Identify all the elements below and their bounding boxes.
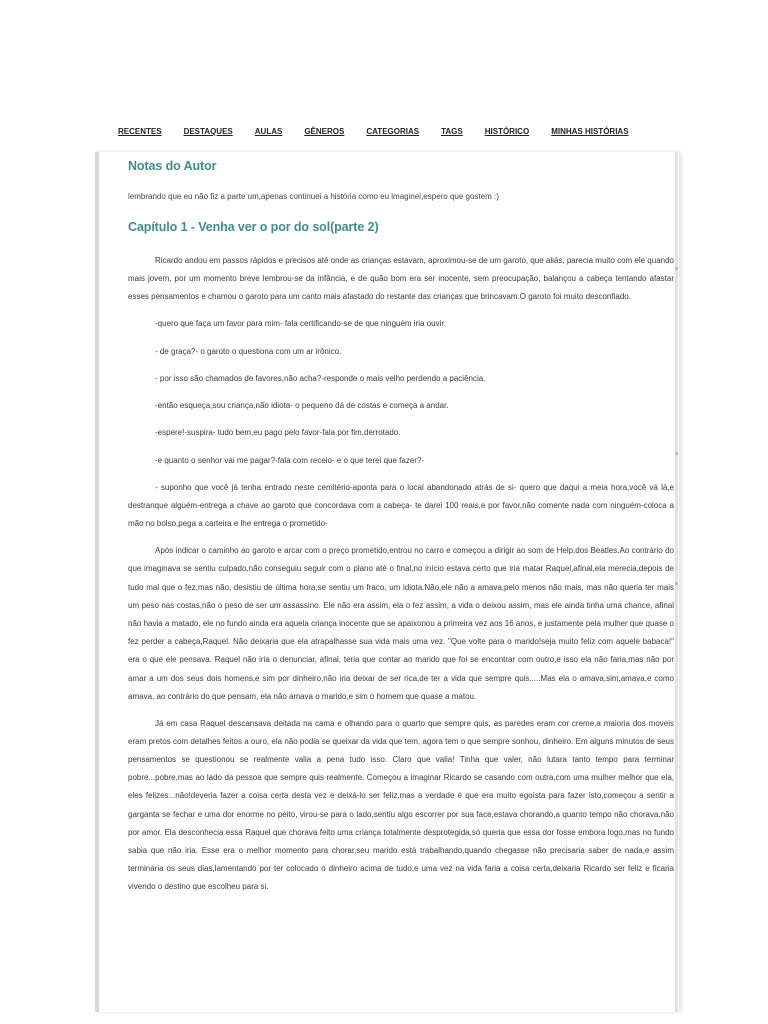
edge-mark (675, 582, 678, 585)
story-content-panel (95, 152, 679, 1012)
story-paragraph: Ricardo andou em passos rápidos e precisos até onde as crianças estavam, aproximou-se de um garoto, que aliás, parecia muito com ele quando mais jovem, por um momento breve lembrou-se da infância, e de quão bom era ser inocente, sem preocupação, balançou a cabeça tentando afastar esses pensamentos e chamou o garoto para um canto mais afastado do restante das crianças que brincavam.O garoto foi muito desconfiado. (128, 256, 674, 302)
nav-historico[interactable]: HISTÓRICO (484, 127, 530, 136)
chapter-title: Capítulo 1 - Venha ver o por do sol(parte 2) (128, 220, 379, 234)
page-edge-scrollbar[interactable] (675, 152, 678, 1012)
nav-tags[interactable]: TAGS (441, 127, 463, 136)
author-notes-text: lembrando que eu não fiz a parte um,apenas continuei a história como eu imaginei,espero que gostem :) (128, 192, 499, 201)
story-paragraph: -quero que faça um favor para mim- fala certificando-se de que ninguém iria ouvir. (155, 319, 446, 329)
edge-mark (675, 267, 678, 270)
nav-minhas-historias[interactable]: MINHAS HISTÓRIAS (551, 127, 629, 136)
story-paragraph: -espere!-suspira- tudo bem,eu pago pelo favor-fala por fim,derrotado. (155, 428, 401, 438)
nav-generos[interactable]: GÊNEROS (304, 127, 345, 136)
story-paragraph: Já em casa Raquel descansava deitada na cama e olhando para o quarto que sempre quis, as paredes eram cor creme,a maioria dos moveis eram pretos com detalhes feitos a ouro, ela não podia se queixar da vida que tem, agora tem o que sempre sonhou, dinheiro. Em alguns minutos de seus pensamentos se questionou se realmente valia a pena tudo isso. Claro que valia! Tinha que valer, não lutara tanto tempo para terminar pobre...pobre,mas ao lado da pessoa que sempre quis realmente. Começou a imaginar Ricardo se casando com outra,com uma mulher melhor que ela, eles felizes...não!deveria fazer a coisa certa desta vez e deixá-lo ser feliz,mas a verdade é que era muito egoísta para fazer isto,começou a sentir a garganta se fechar e uma dor enorme no peito, virou-se para o lado,sentiu algo escorrer por sua face,estava chorando,a quanto tempo não chorava,não por amor. Ela desconhecia essa Raquel que chorava feito uma criança totalmente desprotegida,só queria que essa dor fosse embora logo,mas no fundo sabia que não iria. Esse era o melhor momento para chorar,seu marido está trabalhando,quando chegasse não precisaria saber de nada,e assim terminaria os seus dias,lamentando por ter colocado o dinheiro acima de tudo,e uma vez na vida faria a coisa certa,deixaria Ricardo ser feliz e ficaria vivendo o destino que escolheu para si. (128, 718, 674, 892)
edge-mark (675, 452, 678, 455)
author-notes-title: Notas do Autor (128, 159, 217, 173)
chapter-body (128, 252, 674, 905)
nav-aulas[interactable]: AULAS (254, 127, 283, 136)
story-paragraph: -então esqueça,sou criança,não idiota- o pequeno dá de costas e começa a andar. (155, 401, 449, 411)
nav-recentes[interactable]: RECENTES (118, 127, 162, 136)
story-paragraph: Após indicar o caminho ao garoto e arcar com o preço prometido,entrou no carro e começou a dirigir ao som de Help,dos Beatles.Ao contrário do que imaginava se sentiu culpado,não conseguiu seguir com o plano até o final,no início estava certo que iria matar Raquel,afinal,ela merecia,depois de tudo mal que o fez,mas não, desistiu de última hora,se sentiu um fraco, um idiota.Não,ele não a amava,pelo menos não mais, mas não queria ter mais um peso nas costas,não o peso de ser um assassino. Ele não era assim, ela o fez assim, a vida o deixou assim, mas ele ainda tinha uma chance, afinal não havia a matado, ele no fundo ainda era aquela criança inocente que se apaixonou a primeira vez aos 16 anos, e justamente pela mulher que quase o fez perder a cabeça,Raquel. Não deixaria que ela atrapalhasse sua vida mais uma vez. "Que volte para o marido!seja muito feliz com aquele babaca!" era o que ele pensava. Raquel não iria o denunciar, afinal, teria que contar ao marido que foi se encontrar com outro,e isso ela não faria,mas não por amar a um dos seus dois homens,e sim por dinheiro,não iria deixar de ser rica,de ter a vida que sempre quis.....Mas ela o amava,sim,amava,e como amava, ao contrário do que pensam, ela não amava o marido,e sim o homem que quase a matou. (128, 546, 674, 701)
nav-destaques[interactable]: DESTAQUES (183, 127, 233, 136)
nav-categorias[interactable]: CATEGORIAS (366, 127, 420, 136)
story-paragraph: - por isso são chamados de favores,não acha?-responde o mais velho perdendo a paciência. (155, 373, 486, 383)
story-paragraph: - de graça?- o garoto o questiona com um ar irônico. (155, 346, 342, 356)
main-nav (118, 127, 678, 141)
story-paragraph: - suponho que você já tenha entrado neste cemitério-aponta para o local abandonado atrás de si- quero que daqui a meia hora,você vá lá,e destranque alguém-entrega a chave ao garoto que concordava com a cabeça- te darei 100 reais,e por favor,não comente nada com ninguém-coloca a mão no bolso,pega a carteira e lhe entrega o prometido- (128, 482, 674, 529)
story-paragraph: -e quanto o senhor vai me pagar?-fala com receio- e o que terei que fazer?- (155, 455, 425, 465)
